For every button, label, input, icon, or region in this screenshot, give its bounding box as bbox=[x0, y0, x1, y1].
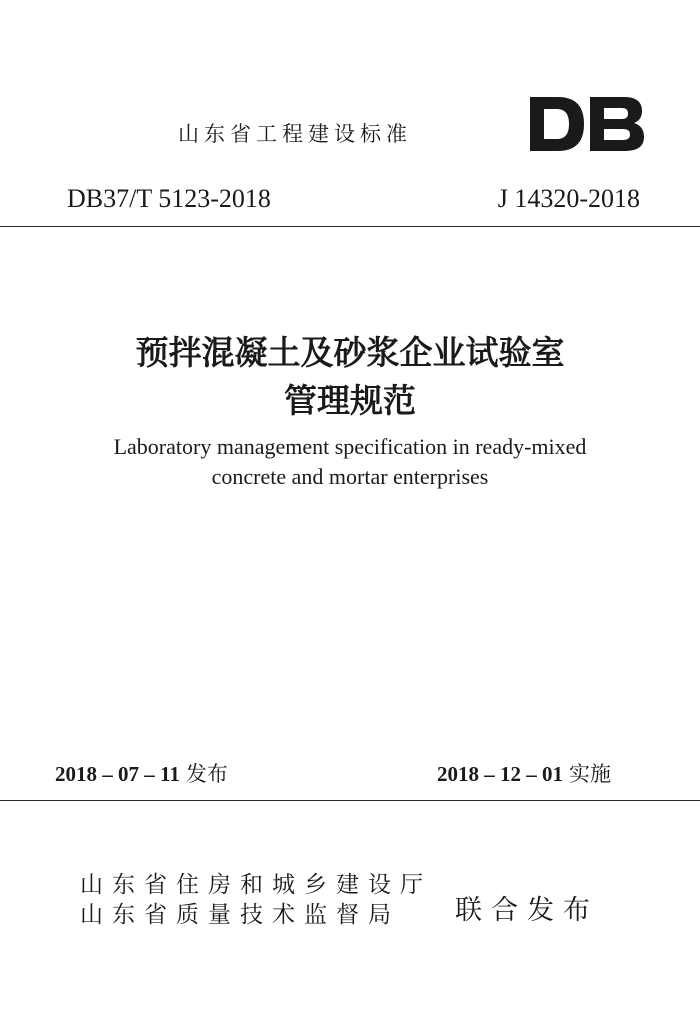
bottom-divider bbox=[0, 800, 700, 801]
implementation-date-value: 2018 – 12 – 01 bbox=[437, 762, 563, 786]
db-logo-letter-d bbox=[530, 97, 584, 151]
series-title: 山东省工程建设标准 bbox=[178, 122, 412, 146]
title-chinese-line-2: 管理规范 bbox=[284, 384, 416, 420]
title-english-line-1: Laboratory management specification in ready-mixed bbox=[113, 434, 587, 459]
top-divider bbox=[0, 226, 700, 227]
implementation-label: 实施 bbox=[569, 762, 611, 786]
db-logo-letter-b bbox=[590, 97, 644, 151]
db-logo bbox=[528, 95, 646, 153]
issuer-quality-bureau: 山东省质量技术监督局 bbox=[80, 902, 400, 928]
implementation-date bbox=[437, 758, 611, 788]
title-english-line-2: concrete and mortar enterprises bbox=[211, 464, 489, 489]
issue-date bbox=[55, 758, 228, 788]
registration-number: J 14320-2018 bbox=[497, 184, 640, 213]
issuer-housing-department: 山东省住房和城乡建设厅 bbox=[80, 872, 432, 898]
issue-label: 发布 bbox=[185, 762, 228, 786]
joint-issue-label: 联合发布 bbox=[455, 895, 599, 926]
standard-number: DB37/T 5123-2018 bbox=[67, 184, 271, 213]
issue-date-value: 2018 – 07 – 11 bbox=[55, 762, 180, 786]
title-chinese-line-1: 预拌混凝土及砂浆企业试验室 bbox=[135, 336, 565, 372]
